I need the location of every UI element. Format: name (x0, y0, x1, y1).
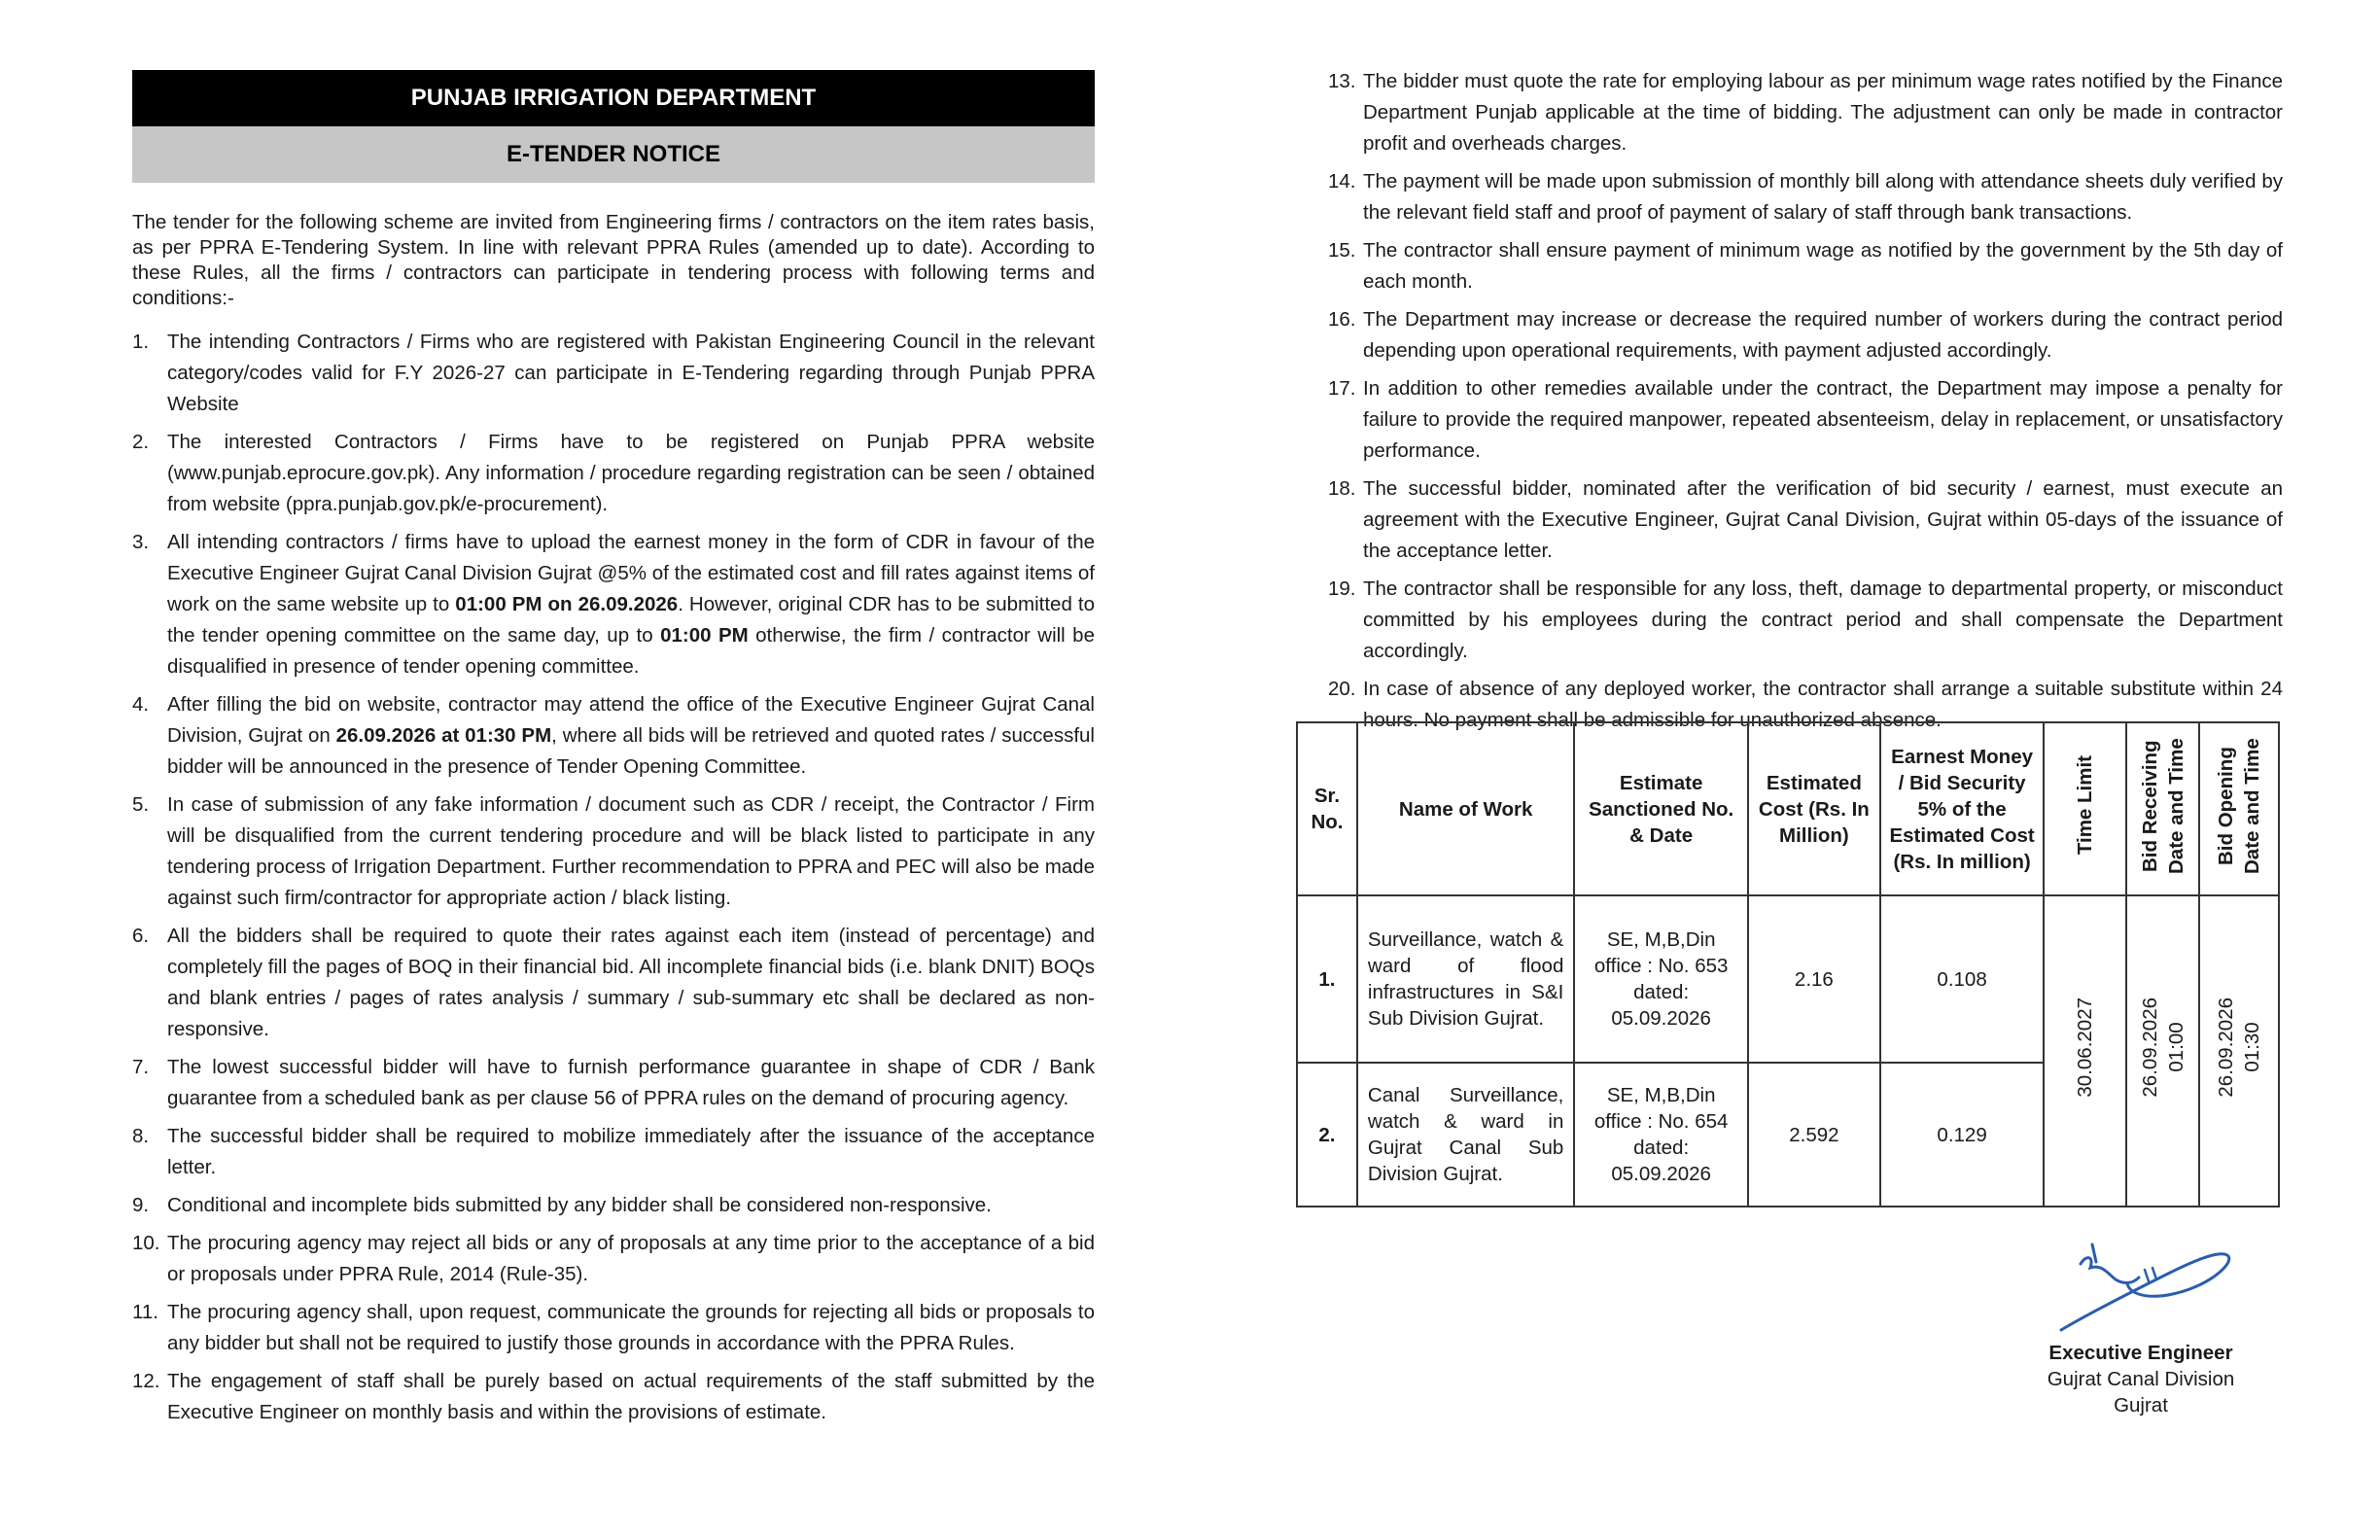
term-text (1363, 66, 2283, 159)
row-estimated-cost: 2.16 (1748, 895, 1880, 1063)
list-item (132, 1190, 1095, 1221)
term-number: 15. (1328, 239, 1356, 262)
table-row (1297, 895, 2279, 1063)
term-text-part: The payment will be made upon submission of monthly bill along with attendance sheets duly verified by the relevant field staff and proof of payment of salary of staff through bank transactions. (1363, 170, 2283, 224)
term-text-part: The Department may increase or decrease the required number of workers during the contract period depending upon operational requirements, with payment adjusted accordingly. (1363, 308, 2283, 362)
list-item (1328, 66, 2283, 159)
header-bid-opening-text: Bid Opening Date and Time (2215, 737, 2264, 874)
row-name-of-work: Canal Surveillance, watch & ward in Gujrat Canal Sub Division Gujrat. (1357, 1063, 1574, 1207)
term-text (1363, 304, 2283, 367)
term-number: 6. (132, 925, 150, 947)
list-item (1328, 373, 2283, 467)
terms-list-right (1328, 66, 2283, 736)
list-item (1328, 574, 2283, 667)
cell-time-limit (2044, 895, 2126, 1207)
term-number: 13. (1328, 70, 1356, 92)
bid-receiving-value (2137, 998, 2189, 1098)
list-item (132, 921, 1095, 1045)
term-text (167, 327, 1095, 420)
time-limit-value: 30.06.2027 (2074, 998, 2097, 1098)
term-text (167, 1297, 1095, 1359)
header-name-of-work: Name of Work (1357, 722, 1574, 895)
term-text (1363, 235, 2283, 298)
row-name-of-work: Surveillance, watch & ward of flood infrastructures in S&I Sub Division Gujrat. (1357, 895, 1574, 1063)
term-text (167, 1190, 1095, 1221)
header-bid-receiving-text: Bid Receiving Date and Time (2138, 737, 2188, 874)
notice-banner (132, 126, 1095, 183)
term-text (167, 1121, 1095, 1183)
list-item (132, 527, 1095, 682)
left-column (132, 70, 1095, 1435)
header-time-limit (2044, 722, 2126, 895)
header-bid-receiving (2126, 722, 2199, 895)
list-item (1328, 304, 2283, 367)
term-number: 4. (132, 693, 150, 716)
term-text-part: The interested Contractors / Firms have to be registered on Punjab PPRA website (www.punjab.eprocure.gov.pk). Any information / procedure regarding registration can be seen / obtained from website (ppra.punjab.gov.pk/e-procurement). (167, 431, 1095, 515)
term-number: 3. (132, 531, 150, 553)
list-item (132, 1052, 1095, 1114)
signatory-city: Gujrat (2114, 1394, 2168, 1417)
list-item (1328, 473, 2283, 567)
term-number: 10. (132, 1232, 160, 1254)
list-item (132, 1121, 1095, 1183)
term-text-part: The intending Contractors / Firms who are registered with Pakistan Engineering Council in the relevant category/codes valid for F.Y 2026-27 can participate in E-Tendering regarding through Punjab PPRA Website (167, 331, 1095, 415)
term-text (1363, 373, 2283, 467)
table-header-row (1297, 722, 2279, 895)
row-sr-no: 2. (1297, 1063, 1357, 1207)
term-number: 19. (1328, 578, 1356, 600)
bid-receiving-time: 01:00 (2164, 1022, 2188, 1073)
term-text-part: All the bidders shall be required to quote their rates against each item (instead of percentage) and completely fill the pages of BOQ in their financial bid. All incomplete financial bids (i.e. blank DNIT) BOQs and blank entries / pages of rates analysis / summary / sub-summary etc shall be declared as non-responsive. (167, 925, 1095, 1040)
term-number: 9. (132, 1194, 150, 1216)
term-number: 12. (132, 1370, 160, 1392)
term-text-part: , where all bids will be retrieved and quoted rates / successful bidder will be announced in the presence of Tender Opening Committee. (167, 724, 1095, 778)
row-earnest-money: 0.129 (1880, 1063, 2045, 1207)
signatory-title: Executive Engineer (2048, 1342, 2233, 1364)
term-text-part: The contractor shall ensure payment of minimum wage as notified by the government by the 5th day of each month. (1363, 239, 2283, 293)
terms-list-left (132, 327, 1095, 1428)
term-text-part: The successful bidder, nominated after the verification of bid security / earnest, must execute an agreement with the Executive Engineer, Gujrat Canal Division, Gujrat within 05-days of the issuance of the acceptance letter. (1363, 477, 2283, 562)
list-item (1328, 166, 2283, 228)
department-title: PUNJAB IRRIGATION DEPARTMENT (410, 85, 817, 111)
row-estimated-cost: 2.592 (1748, 1063, 1880, 1207)
header-time-limit-text: Time Limit (2074, 755, 2097, 856)
term-number: 1. (132, 331, 150, 353)
list-item (132, 1228, 1095, 1290)
signatory-division: Gujrat Canal Division (2047, 1368, 2235, 1390)
term-number: 14. (1328, 170, 1356, 192)
term-text-part: Conditional and incomplete bids submitted by any bidder shall be considered non-responsive. (167, 1194, 992, 1216)
bid-receiving-date: 26.09.2026 (2138, 998, 2161, 1098)
term-text-part: All intending contractors / firms have to upload the earnest money in the form of CDR in favour of the Executive Engineer Gujrat Canal Division Gujrat @5% of the estimated cost and fill rates against items of work on the same website up to (167, 531, 1095, 615)
term-number: 17. (1328, 377, 1356, 400)
notice-title: E-TENDER NOTICE (506, 141, 720, 167)
signature-icon (2051, 1235, 2236, 1332)
row-estimate-sanctioned: SE, M,B,Din office : No. 654 dated: 05.09.2026 (1574, 1063, 1748, 1207)
term-text-part: The bidder must quote the rate for employing labour as per minimum wage rates notified by the Finance Department Punjab applicable at the time of bidding. The adjustment can only be made in contractor profit and overheads charges. (1363, 70, 2283, 155)
term-text-part: In case of absence of any deployed worker, the contractor shall arrange a suitable substitute within 24 hours. No payment shall be admissible for unauthorized absence. (1363, 678, 2283, 731)
list-item (132, 1297, 1095, 1359)
term-text-part: The successful bidder shall be required to mobilize immediately after the issuance of the acceptance letter. (167, 1125, 1095, 1178)
header-bid-opening (2199, 722, 2279, 895)
list-item (132, 789, 1095, 914)
term-text (167, 427, 1095, 520)
term-text (167, 527, 1095, 682)
signatory-block (2003, 1340, 2279, 1418)
row-sr-no: 1. (1297, 895, 1357, 1063)
term-number: 16. (1328, 308, 1356, 331)
list-item (132, 1366, 1095, 1428)
term-text (167, 1366, 1095, 1428)
list-item (132, 689, 1095, 783)
list-item (132, 427, 1095, 520)
term-text (167, 1052, 1095, 1114)
bid-opening-time: 01:30 (2241, 1022, 2264, 1073)
term-text-part: . However, original CDR has to be submitted to the tender opening committee on the same day, up to (167, 593, 1095, 647)
term-text-part: After filling the bid on website, contractor may attend the office of the Executive Engineer Gujrat Canal Division, Gujrat on (167, 693, 1095, 747)
term-text-part: In addition to other remedies available under the contract, the Department may impose a penalty for failure to provide the required manpower, repeated absenteeism, delay in replacement, or unsatisfactory performance. (1363, 377, 2283, 462)
term-text-part: The lowest successful bidder will have to furnish performance guarantee in shape of CDR / Bank guarantee from a scheduled bank as per clause 56 of PPRA rules on the demand of procuring agency. (167, 1056, 1095, 1109)
term-number: 5. (132, 793, 150, 816)
cell-bid-opening (2199, 895, 2279, 1207)
department-banner (132, 70, 1095, 126)
term-number: 2. (132, 431, 150, 453)
term-text-part: The procuring agency shall, upon request, communicate the grounds for rejecting all bids or proposals to any bidder but shall not be required to justify those grounds in accordance with the PPRA Rules. (167, 1301, 1095, 1354)
term-text-part: In case of submission of any fake information / document such as CDR / receipt, the Contractor / Firm will be disqualified from the current tendering procedure and will be black listed to participate in any tendering process of Irrigation Department. Further recommendation to PPRA and PEC will also be made against such firm/contractor for appropriate action / black listing. (167, 793, 1095, 909)
list-item (132, 327, 1095, 420)
term-number: 11. (132, 1301, 158, 1323)
term-text (167, 789, 1095, 914)
term-text-bold: 01:00 PM (660, 624, 749, 647)
term-text (1363, 574, 2283, 667)
term-text-part: otherwise, the firm / contractor will be disqualified in presence of tender opening committee. (167, 624, 1095, 678)
term-number: 20. (1328, 678, 1356, 700)
row-earnest-money: 0.108 (1880, 895, 2045, 1063)
header-estimate-sanctioned: Estimate Sanctioned No. & Date (1574, 722, 1748, 895)
term-text (167, 921, 1095, 1045)
bid-opening-date: 26.09.2026 (2215, 998, 2238, 1098)
term-text (1363, 473, 2283, 567)
list-item (1328, 235, 2283, 298)
cell-bid-receiving (2126, 895, 2199, 1207)
term-text (1363, 166, 2283, 228)
header-earnest-money: Earnest Money / Bid Security 5% of the Estimated Cost (Rs. In million) (1880, 722, 2045, 895)
term-number: 18. (1328, 477, 1356, 500)
term-text (167, 1228, 1095, 1290)
term-text-bold: 01:00 PM on 26.09.2026 (455, 593, 679, 615)
intro-paragraph: The tender for the following scheme are invited from Engineering firms / contractors on the item rates basis, as per PPRA E-Tendering System. In line with relevant PPRA Rules (amended up to date). According to these Rules, all the firms / contractors can participate in tendering process with following terms and conditions:- (132, 211, 1095, 309)
term-text-part: The engagement of staff shall be purely based on actual requirements of the staff submitted by the Executive Engineer on monthly basis and within the provisions of estimate. (167, 1370, 1095, 1423)
header-estimated-cost: Estimated Cost (Rs. In Million) (1748, 722, 1880, 895)
bid-opening-value (2213, 998, 2265, 1098)
term-number: 8. (132, 1125, 150, 1147)
header-sr-no: Sr. No. (1297, 722, 1357, 895)
term-text-part: The procuring agency may reject all bids or any of proposals at any time prior to the acceptance of a bid or proposals under PPRA Rule, 2014 (Rule-35). (167, 1232, 1095, 1285)
tender-table (1296, 721, 2280, 1208)
row-estimate-sanctioned: SE, M,B,Din office : No. 653 dated: 05.09.2026 (1574, 895, 1748, 1063)
term-text (167, 689, 1095, 783)
term-text-bold: 26.09.2026 at 01:30 PM (335, 724, 552, 747)
term-text-part: The contractor shall be responsible for any loss, theft, damage to departmental property, or misconduct committed by his employees during the contract period and shall compensate the Department accordingly. (1363, 578, 2283, 662)
term-number: 7. (132, 1056, 150, 1078)
right-column (1328, 66, 2283, 743)
